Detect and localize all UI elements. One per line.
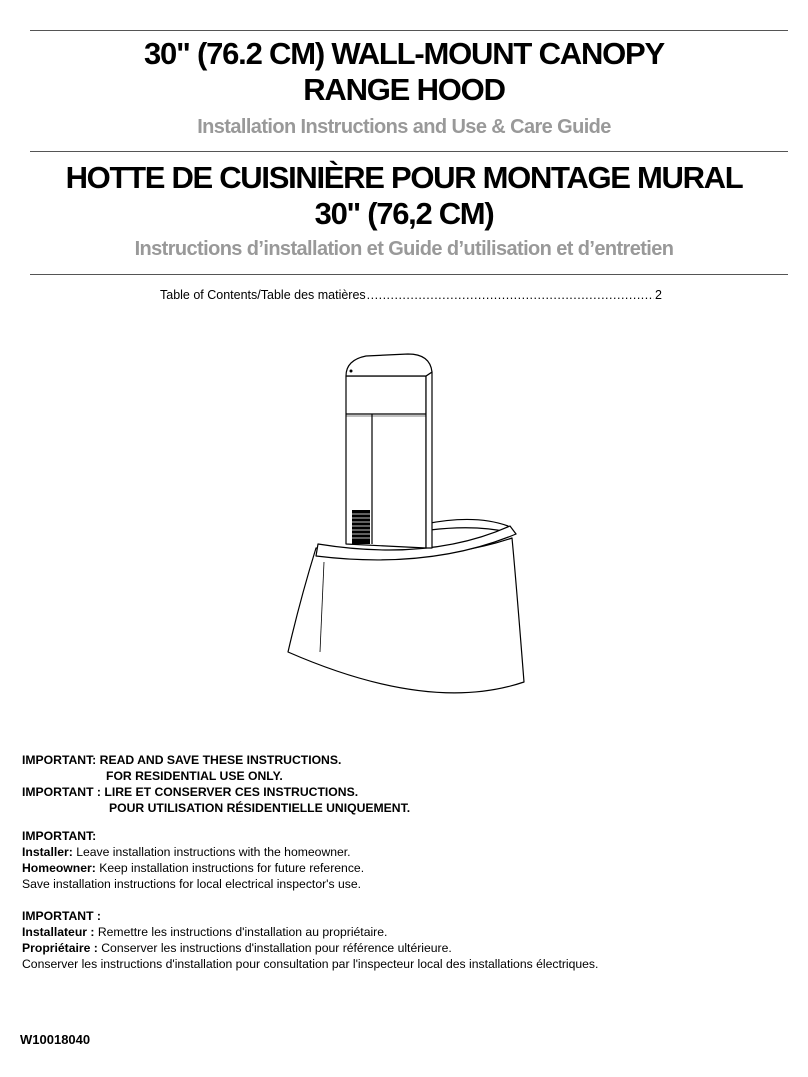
- notes-fr-heading: IMPORTANT :: [22, 909, 101, 923]
- notes-french: [22, 908, 598, 972]
- document-code: W10018040: [20, 1032, 91, 1047]
- canopy-body: [288, 538, 524, 693]
- vent-grille: [352, 510, 370, 544]
- residential-use-en: FOR RESIDENTIAL USE ONLY.: [106, 769, 283, 783]
- subtitle-english: Installation Instructions and Use & Care Guide: [197, 116, 611, 138]
- table-of-contents-link[interactable]: [160, 288, 662, 302]
- title-french: [0, 160, 808, 232]
- lire-conserver-instructions: LIRE ET CONSERVER CES INSTRUCTIONS.: [104, 785, 359, 799]
- chimney-top: [346, 354, 432, 376]
- toc-page-number: 2: [655, 288, 662, 302]
- homeowner-text: Keep installation instructions for future reference.: [95, 861, 365, 875]
- screw-icon: [350, 370, 353, 373]
- toc-leader-dots: [367, 288, 654, 302]
- bottom-rule: [30, 274, 788, 275]
- installer-label: Installer:: [22, 845, 73, 859]
- notes-english: [22, 828, 364, 892]
- middle-rule: [30, 151, 788, 152]
- top-rule: [30, 30, 788, 31]
- important-label-fr: IMPORTANT :: [22, 785, 101, 799]
- chimney-side: [426, 372, 432, 548]
- subtitle-french: Instructions d’installation et Guide d’utilisation et d’entretien: [134, 238, 674, 260]
- range-hood-illustration: [280, 330, 550, 700]
- proprietaire-text: Conserver les instructions d'installation pour référence ultérieure.: [97, 941, 452, 955]
- installateur-text: Remettre les instructions d'installation au propriétaire.: [94, 925, 388, 939]
- important-notice: [22, 752, 410, 816]
- installer-text: Leave installation instructions with the homeowner.: [72, 845, 351, 859]
- toc-label: Table of Contents/Table des matières: [160, 288, 366, 302]
- homeowner-label: Homeowner:: [22, 861, 96, 875]
- title-french-line1: HOTTE DE CUISINIÈRE POUR MONTAGE MURAL: [65, 160, 743, 195]
- conserver-inspecteur-text: Conserver les instructions d'installation pour consultation par l'inspecteur local des installations électriques.: [22, 957, 599, 971]
- read-save-instructions: READ AND SAVE THESE INSTRUCTIONS.: [99, 753, 342, 767]
- title-french-line2: 30" (76,2 CM): [314, 196, 494, 231]
- title-english: [0, 36, 808, 108]
- proprietaire-label: Propriétaire :: [22, 941, 98, 955]
- installateur-label: Installateur :: [22, 925, 95, 939]
- title-english-line2: RANGE HOOD: [303, 72, 505, 107]
- residential-use-fr: POUR UTILISATION RÉSIDENTIELLE UNIQUEMENT.: [109, 801, 411, 815]
- save-inspector-text: Save installation instructions for local electrical inspector's use.: [22, 877, 361, 891]
- notes-en-heading: IMPORTANT:: [22, 829, 97, 843]
- title-english-line1: 30" (76.2 CM) WALL-MOUNT CANOPY: [143, 36, 665, 71]
- important-label-en: IMPORTANT:: [22, 753, 97, 767]
